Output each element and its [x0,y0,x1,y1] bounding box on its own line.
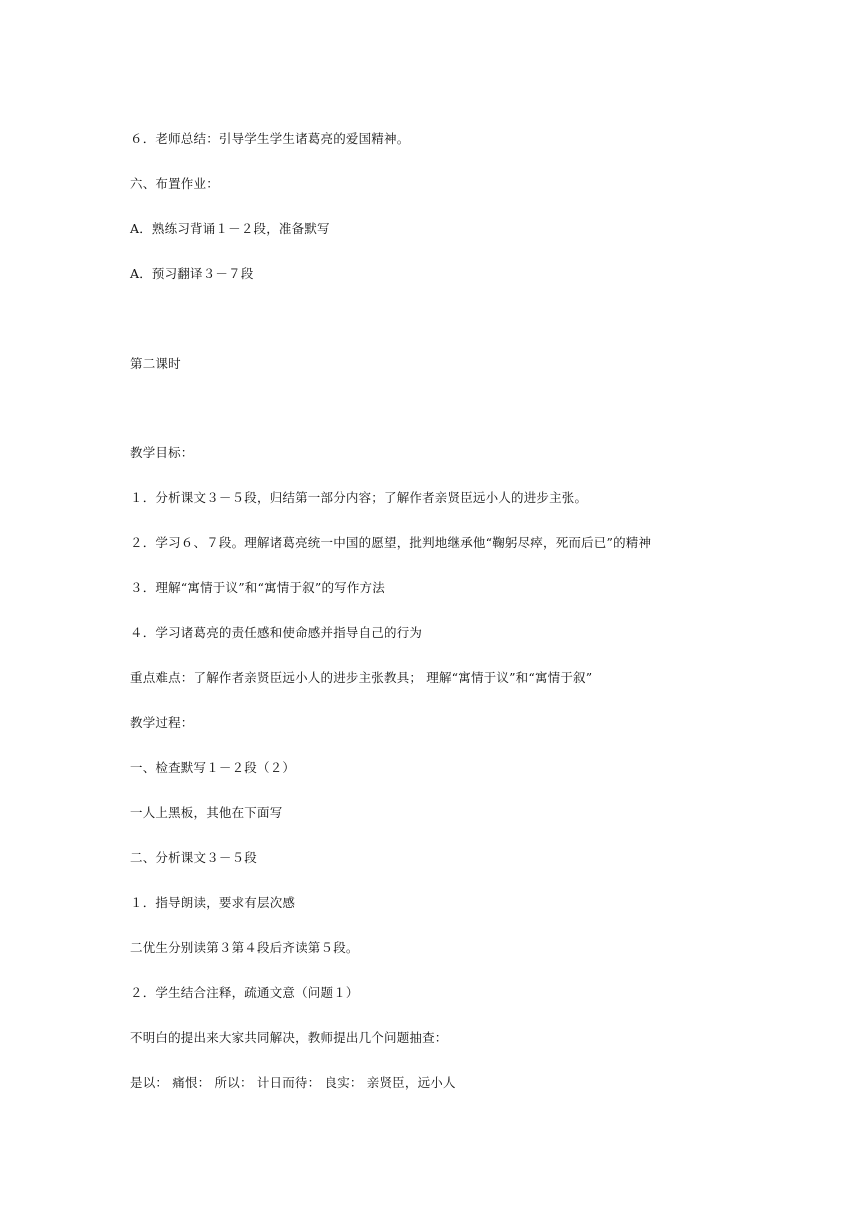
vocabulary-line: 是以： 痛恨： 所以： 计日而待： 良实： 亲贤臣，远小人 [130,1075,456,1090]
homework-item-recite: A．熟练习背诵１－２段，准备默写 [130,221,330,236]
homework-heading: 六、布置作业： [130,176,219,191]
objective-3: ３．理解“寓情于议”和“寓情于叙”的写作方法 [130,580,385,595]
objective-2: ２．学习６、７段。理解诸葛亮统一中国的愿望，批判地继承他“鞠躬尽瘁，死而后已”的精神 [130,535,652,550]
second-lesson-heading: 第二课时 [130,356,181,371]
homework-item-preview: A．预习翻译３－７段 [130,266,254,281]
step-2-item-2: ２．学生结合注释，疏通文意（问题１） [130,985,359,1000]
summary-line: ６．老师总结：引导学生学生诸葛亮的爱国精神。 [130,131,410,146]
step-1-heading: 一、检查默写１－２段（２） [130,760,296,775]
objective-1: １．分析课文３－５段，归结第一部分内容；了解作者亲贤臣远小人的进步主张。 [130,490,588,505]
process-heading: 教学过程： [130,715,194,730]
step-2-item-2-detail: 不明白的提出来大家共同解决，教师提出几个问题抽查： [130,1030,448,1045]
step-1-detail: 一人上黑板，其他在下面写 [130,805,283,820]
step-2-heading: 二、分析课文３－５段 [130,850,258,865]
step-2-item-1: １．指导朗读，要求有层次感 [130,895,296,910]
objectives-heading: 教学目标： [130,445,194,460]
objective-4: ４．学习诸葛亮的责任感和使命感并指导自己的行为 [130,625,423,640]
key-points-line: 重点难点：了解作者亲贤臣远小人的进步主张教具； 理解“寓情于议”和“寓情于叙” [130,670,593,685]
step-2-item-1-detail: 二优生分别读第３第４段后齐读第５段。 [130,940,359,955]
